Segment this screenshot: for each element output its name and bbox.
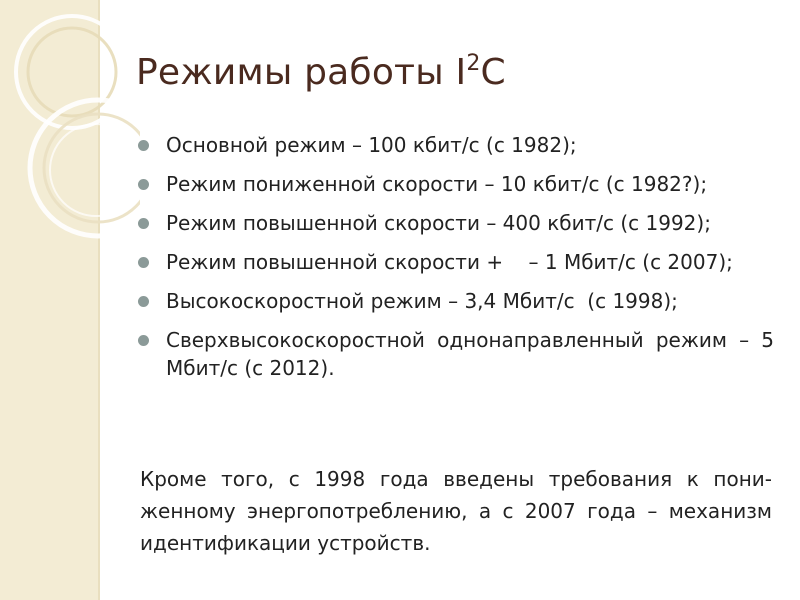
bullet-dot-icon — [138, 257, 149, 268]
slide-title — [136, 52, 506, 93]
title-tail: C — [480, 52, 506, 93]
bullet-dot-icon — [138, 179, 149, 190]
bullet-text: Режим повышенной скорости – 400 кбит/с (с 1992); — [166, 211, 711, 235]
bullet-dot-icon — [138, 140, 149, 151]
bullet-item — [134, 287, 774, 315]
bullet-dot-icon — [138, 335, 149, 346]
bullet-item — [134, 248, 774, 276]
bullet-dot-icon — [138, 296, 149, 307]
summary-paragraph: Кроме того, с 1998 года введены требования к пони-женному энергопотреблению, а с 2007 года – механизм идентификации устройств. — [140, 467, 772, 555]
bullet-item — [134, 326, 774, 382]
decorative-rings — [0, 0, 140, 250]
bullet-text: Режим пониженной скорости – 10 кбит/с (с 1982?); — [166, 172, 708, 196]
bullet-item — [134, 170, 774, 198]
bullet-text: Основной режим – 100 кбит/с (с 1982); — [166, 133, 577, 157]
bullet-text: Высокоскоростной режим – 3,4 Мбит/с (с 1998); — [166, 289, 678, 313]
title-text: Режимы работы I — [136, 52, 467, 93]
bullet-text: Режим повышенной скорости + – 1 Мбит/с (с 2007); — [166, 250, 733, 274]
bullet-item — [134, 131, 774, 159]
bullet-dot-icon — [138, 218, 149, 229]
bullet-list — [134, 131, 774, 393]
bullet-text: Сверхвысокоскоростной однонаправленный режим – 5 Мбит/с (с 2012). — [166, 328, 774, 380]
title-superscript: 2 — [466, 51, 481, 76]
bullet-item — [134, 209, 774, 237]
